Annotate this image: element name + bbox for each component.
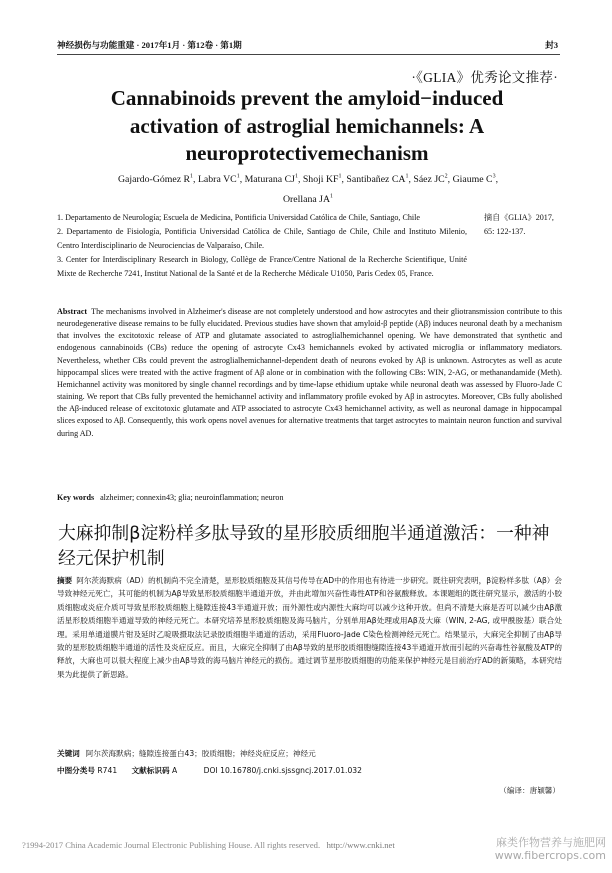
watermark-title: 麻类作物营养与施肥网: [496, 836, 606, 849]
cn-abstract-text: 阿尔茨海默病（AD）的机制尚不完全清楚，星形胶质细胞及其信号传导在AD中的作用也有待进一步研究。既往研究表明，β淀粉样多肽（Aβ）会导致神经元死亡，其可能的机制为Aβ导致星形胶质细胞半通道开放，并由此增加兴奋性毒性ATP和谷氨酸释放。本课题组的既往研究显示，激活的小胶质细胞或炎症介质可导致星形胶质细胞上缝隙连接43半通道开放；而外源性或内源性大麻均可以减少这种开放。但尚不清楚大麻是否可以减少由Aβ激活星形胶质细胞半通道导致的神经元死亡。本研究培养星形胶质细胞及海马脑片，分别单用Aβ处理或用Aβ及大麻（WIN, 2-AG, 或甲酰胺基）联合处理。采用单通道膜片钳及延时乙啶吸摄取法记录胶质细胞半通道的活动，采用Fluoro-Jade C染色检测神经元死亡。结果显示，大麻完全抑制了由Aβ导致的星形胶质细胞半通道的活性及炎症反应。而且，大麻完全抑制了由Aβ导致的星形胶质细胞缝隙连接43半通道开放而引起的兴奋毒性谷氨酸及ATP的释放，大麻也可以很大程度上减少由Aβ导致的海马脑片神经元的损伤。通过调节星形胶质细胞的功能来保护神经元是目前治疗AD的新策略，本研究结果为此提供了新思路。: [57, 576, 563, 679]
cnki-link[interactable]: http://www.cnki.net: [326, 840, 395, 850]
translator-note: （编译：唐颖馨）: [499, 786, 560, 795]
doc-code-label: 文献标识码: [131, 766, 170, 775]
doi-value: 10.16780/j.cnki.sjssgncj.2017.01.032: [220, 766, 362, 775]
author: Santibañez $CA^1$,: [346, 174, 414, 186]
chinese-keywords: [57, 748, 562, 759]
recommendation-tag: ·《GLIA》优秀论文推荐·: [411, 70, 558, 85]
author: Maturana $CJ^1$,: [244, 174, 303, 186]
title-line: neuroprotectivemechanism: [185, 141, 429, 165]
header-divider: [57, 54, 560, 55]
affiliation: 1. Departamento de Neurología; Escuela de Medicina, Pontificia Universidad Católica de Chile, Santiago, Chile: [57, 213, 420, 222]
watermark: [495, 836, 606, 862]
cn-abstract-label: 摘要: [57, 576, 73, 585]
copyright-text: ?1994-2017 China Academic Journal Electronic Publishing House. All rights reserved.: [22, 840, 321, 850]
author: Sáez $JC^2$,: [413, 174, 453, 186]
author: Labra $VC^1$,: [197, 174, 245, 186]
abstract-text: The mechanisms involved in Alzheimer's disease are not completely understood and how astrocytes and their gliotransmission contribute to this neurodegenerative disease remains to be fully elucidated. Previous studies have shown that amyloid-β peptide (Aβ) induces neuronal death by a mechanism that involves the excitotoxic release of ATP and glutamate associated to astroglialhemichannel opening. We have demonstrated that synthetic and endogenous cannabinoids (CBs) reduce the opening of astrocyte Cx43 hemichannels evoked by activated microglia or inflammatory mediators. Nevertheless, whether CBs could prevent the astroglialhemichannel-dependent death of neurons evoked by Aβ is unknown. Astrocytes as well as acute hippocampal slices were treated with the active fragment of Aβ alone or in combination with the following CBs: WIN, 2-AG, or methanandamide (Meth). Hemichannel activity was monitored by single channel recordings and by time-lapse ethidium uptake while neuronal death was assessed by Fluoro-Jade C staining. We report that CBs fully prevented the hemichannel activity and inflammatory profile evoked by Aβ in astrocytes. Moreover, CBs fully abolished the Aβ-induced release of excitotoxic glutamate and ATP associated to astrocyte Cx43 hemichannel activity, as well as neuronal damage in hippocampal slices exposed to Aβ. Consequently, this work opens novel avenues for alternative treatments that target astrocytes to maintain neuron function and survival during AD.: [57, 307, 562, 438]
doc-code-value: A: [171, 766, 178, 775]
keywords-label: Key words: [57, 493, 95, 502]
clc-label: 中图分类号: [57, 766, 95, 775]
watermark-url: www.fibercrops.com: [494, 849, 606, 862]
doi-label: DOI: [203, 766, 218, 775]
title-line: Cannabinoids prevent the amyloid−induced: [110, 86, 504, 110]
author: Shoji $KF^1$,: [302, 174, 347, 186]
affiliation: 2. Departamento de Fisiología, Pontificia Universidad Católica de Chile, Santiago de Chile, Chile and Instituto Milenio, Centro Interdisciplinario de Neurociencias de Valparaíso, Chile.: [57, 226, 467, 250]
author: Orellana $JA^1$: [282, 193, 334, 205]
classification-line: [57, 765, 562, 776]
affiliations: [57, 211, 467, 281]
keywords-text: alzheimer; connexin43; glia; neuroinflammation; neuron: [100, 493, 284, 502]
english-abstract: [57, 306, 562, 440]
cn-keywords-label: 关键词: [57, 749, 80, 758]
article-title: [58, 85, 556, 168]
abstract-label: Abstract: [57, 307, 88, 316]
english-keywords: [57, 493, 562, 502]
page-label: 封3: [545, 40, 558, 50]
author: Gajardo-Gómez $R^1$,: [117, 174, 198, 186]
chinese-abstract: [57, 574, 562, 681]
journal-header: 神经损伤与功能重建 · 2017年1月 · 第12卷 · 第1期: [57, 40, 242, 50]
cn-keywords-text: 阿尔茨海默病；缝隙连接蛋白43；胶质细胞；神经炎症反应；神经元: [85, 749, 316, 758]
author-list: [60, 169, 556, 208]
source-citation: 摘自《GLIA》2017, 65: 122-137.: [484, 213, 554, 236]
clc-value: R741: [97, 766, 118, 775]
title-line: activation of astroglial hemichannels: A: [129, 113, 485, 138]
chinese-title: 大麻抑制β淀粉样多肽导致的星形胶质细胞半通道激活：一种神经元保护机制: [58, 523, 550, 569]
author: Giaume $C^3$,: [452, 174, 499, 186]
affiliation: 3. Center for Interdisciplinary Research in Biology, Collège de France/Centre National de la Recherche Scientifique, Unité Mixte de Recherche 7241, Institut National de la Santé et de la Recherche Médicale U1050, Paris Cedex 05, France.: [57, 254, 467, 278]
